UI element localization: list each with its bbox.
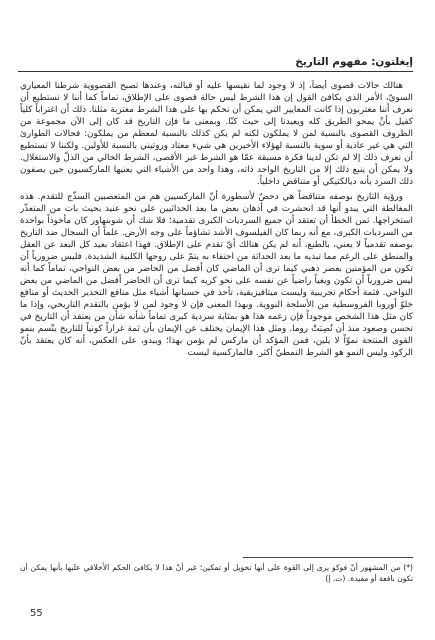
paragraph-1: هنالك حالات قصوى أيضاً، إذ لا وجود لما نقيسها عليه أو قبالته، وعندها تصبح القصووية شرطنا المعياري السويّ، الأمر الذي يكافئ القول إن هذا الشرط ليس حالة قصوى على الإطلاق، تماماً كما أننا لا نستطيع أن نعرف أننا مغتربون إذا كانت المعايير التي يمكن أن نحكم بها على هذا الشرط مغتربة مثلنا. ذلك أن اغتراباً كلياً كفيل بأنْ يمحو الطريق كله ويعيدنا إلى حيث كنّا. وبمعنى ما فإن التاريخ قد كان إلى الآن مجموعة من الظروف القصوى بالنسبة لمن لا يملكون لكنه لم يكن كذلك بالنسبة لمعظم من يملكون: فحالات الطوارئ التي هي غير عادية أو سوية بالنسبة لهؤلاء الأخيرين هي شيء معتاد وروتيني بالنسبة للأولين. ولكننا لا نستطيع أن نعرف ذلك إلا لم تكن لدينا فكرة مسبقة عمّا هو الشرط غير الأقصى، الشرط الخالي من الذلّ والاستغلال. ولا يمكن أن ينبع ذلك إلا من التاريخ الواحد ذاته، وهذا واحد من الأشياء التي يعنيها الماركسيون حين يصفون ذلك السرد بأنه ديالكتيكي أو متناقض داخلياً. — [20, 81, 413, 187]
body-text — [20, 80, 413, 497]
footnote: (*) من المشهور أنّ فوكو يرى إلى القوة على أنها تخويل أو تمكين؛ غير أنّ هذا لا يكافئ الحكم الأخلاقي عليها بأنها يمكن أن تكون نافعة أو مفيدة. (ت. إ) — [20, 563, 413, 583]
paragraph-2: ورؤية التاريخ بوصفه متناقضاً هي دحضٌ لأسطورة أنّ الماركسيين هم من المتعصبين السذّج للتقدم. هذه المغالطة التي يبدو أنها قد انحشرت في أذهان بعض ما بعد الحداثيين على نحو عنيد بحيث بات من المتعذّر استخراجها. ثمن الخطأ أن تعتقد أن جميع السرديات الكبرى تقدمية؛ فلا شك أن شوبنهاور كان مأخوذاً بواحدة من السرديات الكبرى، مع أنه ربما كان الفيلسوف الأشد تشاؤماً على وجه الأرض. علماً أن السجال ضد التاريخ بوصفه تقدمياً لا يعني، بالطبع، أنه لم يكن هنالك أيّ تقدم على الإطلاق. فهذا اعتقاد بعيد كل البعد عن العقل والمنطق على الرغم مما تبديه ما بعد الحداثة من احتفاء به يتمّ على روحها الكلبية الشديدة. فليس ضرورياً أن تكون من المؤمنين بعصر ذهبي كيما ترى أن الماضي كان أفضل من الحاضر من بعض النواحي، تماماً كما أنه ليس ضرورياً أن تكون ويغياً راضياً عن نفسه على نحو كريه كيما ترى أن الحاضر أفضل من الماضي من بعض النواحي. فثمة أحكام تجريبية وليست ميتافيزيقية، تأخذ في حسبانها أشياء مثل منافع التخدير الحديث أو منافع خلوّ أوروبا الفروسطية من الأسلحة النووية. وبهذا المعنى فإن لا وجود لمن لا يؤمن بالتقدم التاريخي، وإذا ما كان مثل هذا الشخص موجوداً فإن زعمه هذا هو بمثابة سردية كبرى تماماً شأنه شأن من يعتقد أن التاريخ في تحسن وصعود منذ أن نُصِبَتْ روما. ومثل هذا الإيمان يختلف عن الإيمان بأن ثمة غراراً كونياً للتاريخ يتّسم بنمو القوى المنتجة نموّاً لا يلين، فمن المؤكد أن ماركس لم يؤمن بهذا؛ ويبدو، على العكس، أنه كان يعتقد بأنّ الركود وليس النمو هو الشرط النمطيّ أكثر. فالماركسية ليست — [20, 192, 413, 358]
header-rule — [18, 71, 413, 72]
page-number: 55 — [30, 608, 43, 619]
running-header — [18, 56, 413, 74]
running-header-title: إيغلتون: مفهوم التاريخ — [295, 56, 413, 68]
footnote-rule — [243, 557, 413, 558]
